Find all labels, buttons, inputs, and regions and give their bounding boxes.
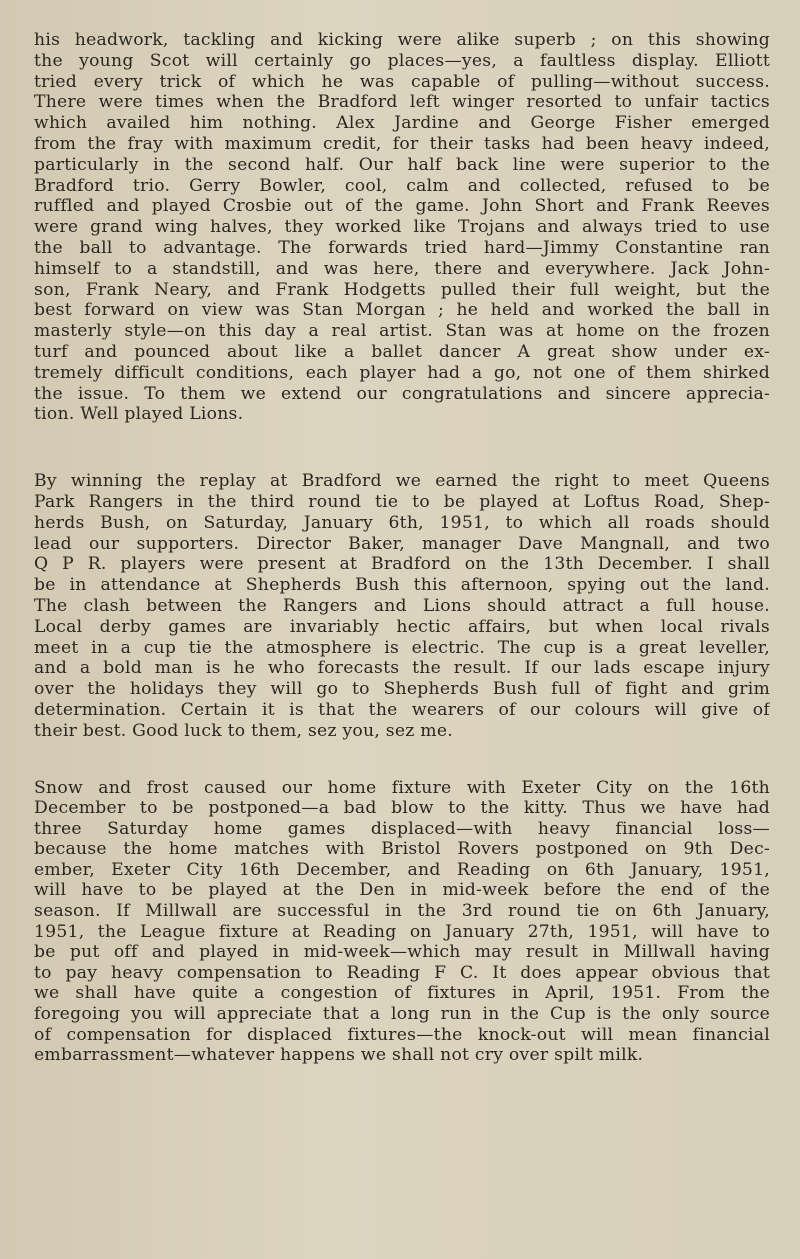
text-line: December to be postponed—a bad blow to the kitty. Thus we have had	[34, 798, 770, 819]
text-line: which availed him nothing. Alex Jardine and George Fisher emerged	[34, 113, 770, 134]
text-line: and a bold man is he who forecasts the result. If our lads escape injury	[34, 658, 770, 679]
text-line: the issue. To them we extend our congratulations and sincere apprecia-	[34, 383, 770, 404]
text-line: masterly style—on this day a real artist. Stan was at home on the frozen	[34, 321, 770, 342]
text-line: because the home matches with Bristol Rovers postponed on 9th Dec-	[34, 839, 770, 860]
text-line: from the fray with maximum credit, for their tasks had been heavy indeed,	[34, 133, 770, 154]
text-line: of compensation for displaced fixtures—the knock-out will mean financial	[34, 1024, 770, 1045]
text-line: over the holidays they will go to Shepherds Bush full of fight and grim	[34, 679, 770, 700]
text-line: himself to a standstill, and was here, there and everywhere. Jack John-	[34, 258, 770, 279]
text-line: herds Bush, on Saturday, January 6th, 1951, to which all roads should	[34, 512, 770, 533]
text-line: foregoing you will appreciate that a long run in the Cup is the only source	[34, 1004, 770, 1025]
text-line: particularly in the second half. Our half back line were superior to the	[34, 154, 770, 175]
text-line: season. If Millwall are successful in the 3rd round tie on 6th January,	[34, 901, 770, 922]
text-line: tried every trick of which he was capable of pulling—without success.	[34, 71, 770, 92]
text-line: tremely difficult conditions, each player had a go, not one of them shirked	[34, 362, 770, 383]
text-line: will have to be played at the Den in mid-week before the end of the	[34, 880, 770, 901]
text-line: best forward on view was Stan Morgan ; he held and worked the ball in	[34, 300, 770, 321]
paragraph-postponed-fixtures	[34, 778, 770, 1066]
text-line: Snow and frost caused our home fixture with Exeter City on the 16th	[34, 777, 770, 798]
paragraph-third-round	[34, 471, 770, 741]
text-line: their best. Good luck to them, sez you, sez me.	[34, 720, 453, 741]
text-line: ember, Exeter City 16th December, and Reading on 6th January, 1951,	[34, 859, 770, 880]
text-line: Q P R. players were present at Bradford on the 13th December. I shall	[34, 554, 770, 575]
text-line: meet in a cup tie the atmosphere is electric. The cup is a great leveller,	[34, 637, 770, 658]
text-line: 1951, the League fixture at Reading on January 27th, 1951, will have to	[34, 921, 770, 942]
text-line: Local derby games are invariably hectic affairs, but when local rivals	[34, 616, 770, 637]
text-line: his headwork, tackling and kicking were alike superb ; on this showing	[34, 30, 770, 50]
text-line: the young Scot will certainly go places—yes, a faultless display. Elliott	[34, 50, 770, 71]
text-line: determination. Certain it is that the wearers of our colours will give of	[34, 699, 770, 720]
paragraph-match-report	[34, 30, 770, 425]
text-line: Park Rangers in the third round tie to be played at Loftus Road, Shep-	[34, 491, 770, 512]
text-line: be in attendance at Shepherds Bush this afternoon, spying out the land.	[34, 575, 770, 596]
text-line: By winning the replay at Bradford we earned the right to meet Queens	[34, 471, 770, 492]
text-line: turf and pounced about like a ballet dancer A great show under ex-	[34, 341, 770, 362]
text-line: son, Frank Neary, and Frank Hodgetts pulled their full weight, but the	[34, 279, 770, 300]
text-line: the ball to advantage. The forwards tried hard—Jimmy Constantine ran	[34, 237, 770, 258]
text-line: be put off and played in mid-week—which may result in Millwall having	[34, 942, 770, 963]
text-line: ruffled and played Crosbie out of the game. John Short and Frank Reeves	[34, 196, 770, 217]
text-line: There were times when the Bradford left winger resorted to unfair tactics	[34, 92, 770, 113]
text-line: to pay heavy compensation to Reading F C. It does appear obvious that	[34, 962, 770, 983]
text-line: were grand wing halves, they worked like Trojans and always tried to use	[34, 217, 770, 238]
text-line: Bradford trio. Gerry Bowler, cool, calm and collected, refused to be	[34, 175, 770, 196]
text-line: tion. Well played Lions.	[34, 404, 244, 425]
text-line: embarrassment—whatever happens we shall not cry over spilt milk.	[34, 1045, 644, 1066]
text-line: we shall have quite a congestion of fixtures in April, 1951. From the	[34, 983, 770, 1004]
text-line: The clash between the Rangers and Lions should attract a full house.	[34, 595, 770, 616]
text-line: three Saturday home games displaced—with heavy financial loss—	[34, 818, 770, 839]
text-line: lead our supporters. Director Baker, manager Dave Mangnall, and two	[34, 533, 770, 554]
